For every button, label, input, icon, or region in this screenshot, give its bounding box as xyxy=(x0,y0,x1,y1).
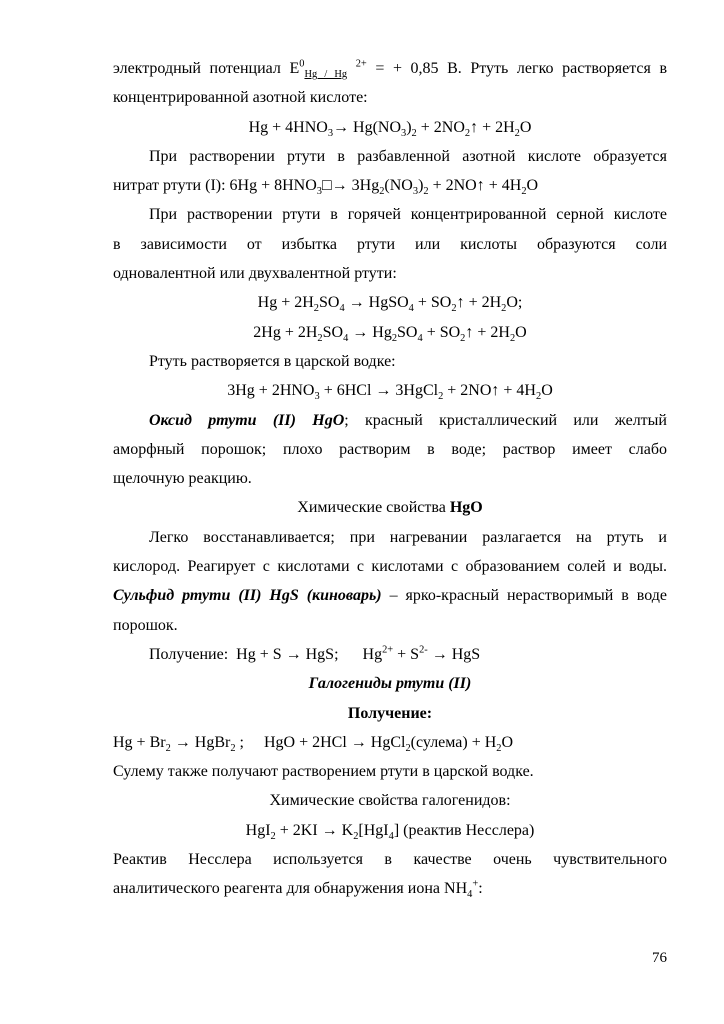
heading-halogenides-mercury xyxy=(113,669,667,698)
term-oxide-mercury: Оксид ртути (II) HgO xyxy=(149,411,345,429)
heading-chemical-properties-hgo xyxy=(113,493,667,522)
text-run: порошок. xyxy=(113,616,178,634)
text-run: электродный потенциал $Е^0_{Hg / Hg}$ $^{2+}$ = + 0,85 В. Ртуть легко растворяется в xyxy=(113,58,668,81)
equation-line-21 xyxy=(113,640,667,669)
equation-line-24 xyxy=(113,728,667,757)
text-run: ; красный кристаллический или желтый xyxy=(344,411,667,429)
text-line-11 xyxy=(113,347,667,376)
equation-line-12 xyxy=(113,376,667,405)
text-line-14 xyxy=(113,435,667,464)
heading-text: Получение: xyxy=(347,704,433,722)
text-run: нитрат ртути (I): $6Hg + 8HNO_3□\to 3Hg_2(NO_3)_2$ + 2NO↑ + $4H_2O$ xyxy=(113,177,539,198)
heading-text: Химические свойства галогенидов: xyxy=(269,792,511,810)
equation-text: $2Hg + 2H_2SO_4 \to Hg_2SO_4$ + $SO_2↑ + 2H_2O$ xyxy=(253,323,527,344)
text-line-05 xyxy=(113,171,667,200)
text-line-07 xyxy=(113,230,667,259)
text-line-25 xyxy=(113,757,667,786)
equation-line-27 xyxy=(113,816,667,845)
text-run: Легко восстанавливается; при нагревании разлагается на ртуть и xyxy=(149,528,667,546)
text-line-18 xyxy=(113,552,667,581)
text-line-28 xyxy=(113,845,667,874)
equation-text: $3Hg + 2HNO_3 + 6HCl$ → 3HgCl$_2$ + 2NO↑ + $4H_2O$ xyxy=(227,382,553,403)
text-run: в зависимости от избытка ртути или кислоты образуются соли xyxy=(113,235,667,253)
text-line-20 xyxy=(113,611,667,640)
text-run: – ярко-красный нерастворимый в воде xyxy=(381,587,667,605)
text-line-17 xyxy=(113,523,667,552)
text-run: одновалентной или двухвалентной ртути: xyxy=(113,265,397,283)
text-line-04 xyxy=(113,142,667,171)
text-line-15 xyxy=(113,464,667,493)
text-line-19 xyxy=(113,581,667,610)
text-line-02 xyxy=(113,83,667,112)
text-line-08 xyxy=(113,259,667,288)
equation-text: $Hg + 4HNO_3\to Hg(NO_3)_2$ + $2NO_2↑ + 2H_2O$ xyxy=(248,118,532,139)
equation-text: $HgI_2 + 2KI \to K_2[HgI_4]$ (реактив Несслера) xyxy=(245,821,535,842)
text-run: При растворении ртути в горячей концентрированной серной кислоте xyxy=(149,206,667,224)
text-run: Химические свойства xyxy=(297,499,450,517)
text-line-06 xyxy=(113,200,667,229)
text-run: Реактив Несслера используется в качестве очень чувствительного xyxy=(113,851,667,869)
text-line-01 xyxy=(113,54,667,83)
heading-chemical-properties-halogenides xyxy=(113,786,667,815)
text-run: кислород. Реагирует с кислотами с кислотами с образованием солей и воды. xyxy=(113,558,667,576)
text-line-13 xyxy=(113,406,667,435)
text-run: щелочную реакцию. xyxy=(113,470,252,488)
equation-text: Получение: Hg + S → HgS; $Hg^{2+} + S^{2-}$ → HgS xyxy=(149,644,481,663)
text-run: Сулему также получают растворением ртути в царской водке. xyxy=(113,763,534,781)
equation-text: $Hg + 2H_2SO_4$ → HgSO$_4$ + $SO_2↑ + 2H_2O$; xyxy=(257,294,523,315)
text-run: аналитического реагента для обнаружения иона $NH_4^+$: xyxy=(113,878,483,901)
text-run: Ртуть растворяется в царской водке: xyxy=(149,352,396,370)
text-run: аморфный порошок; плохо растворим в воде; раствор имеет слабо xyxy=(113,440,667,458)
text-run: При растворении ртути в разбавленной азотной кислоте образуется xyxy=(149,147,667,165)
text-line-29 xyxy=(113,874,667,903)
heading-text: Галогениды ртути (II) xyxy=(308,675,472,693)
formula-hgo: HgO xyxy=(449,499,483,517)
term-sulfide-mercury: Сульфид ртути (II) HgS (киноварь) xyxy=(113,587,382,605)
heading-preparation xyxy=(113,699,667,728)
page-number: 76 xyxy=(652,950,667,966)
equation-line-09 xyxy=(113,288,667,317)
equation-line-10 xyxy=(113,318,667,347)
text-run: концентрированной азотной кислоте: xyxy=(113,89,368,107)
equation-text: $Hg + Br_2$ → HgBr$_2$ ; HgO + 2HCl → HgCl$_2$(сулема) + $H_2O$ xyxy=(113,733,514,755)
equation-line-03 xyxy=(113,113,667,142)
